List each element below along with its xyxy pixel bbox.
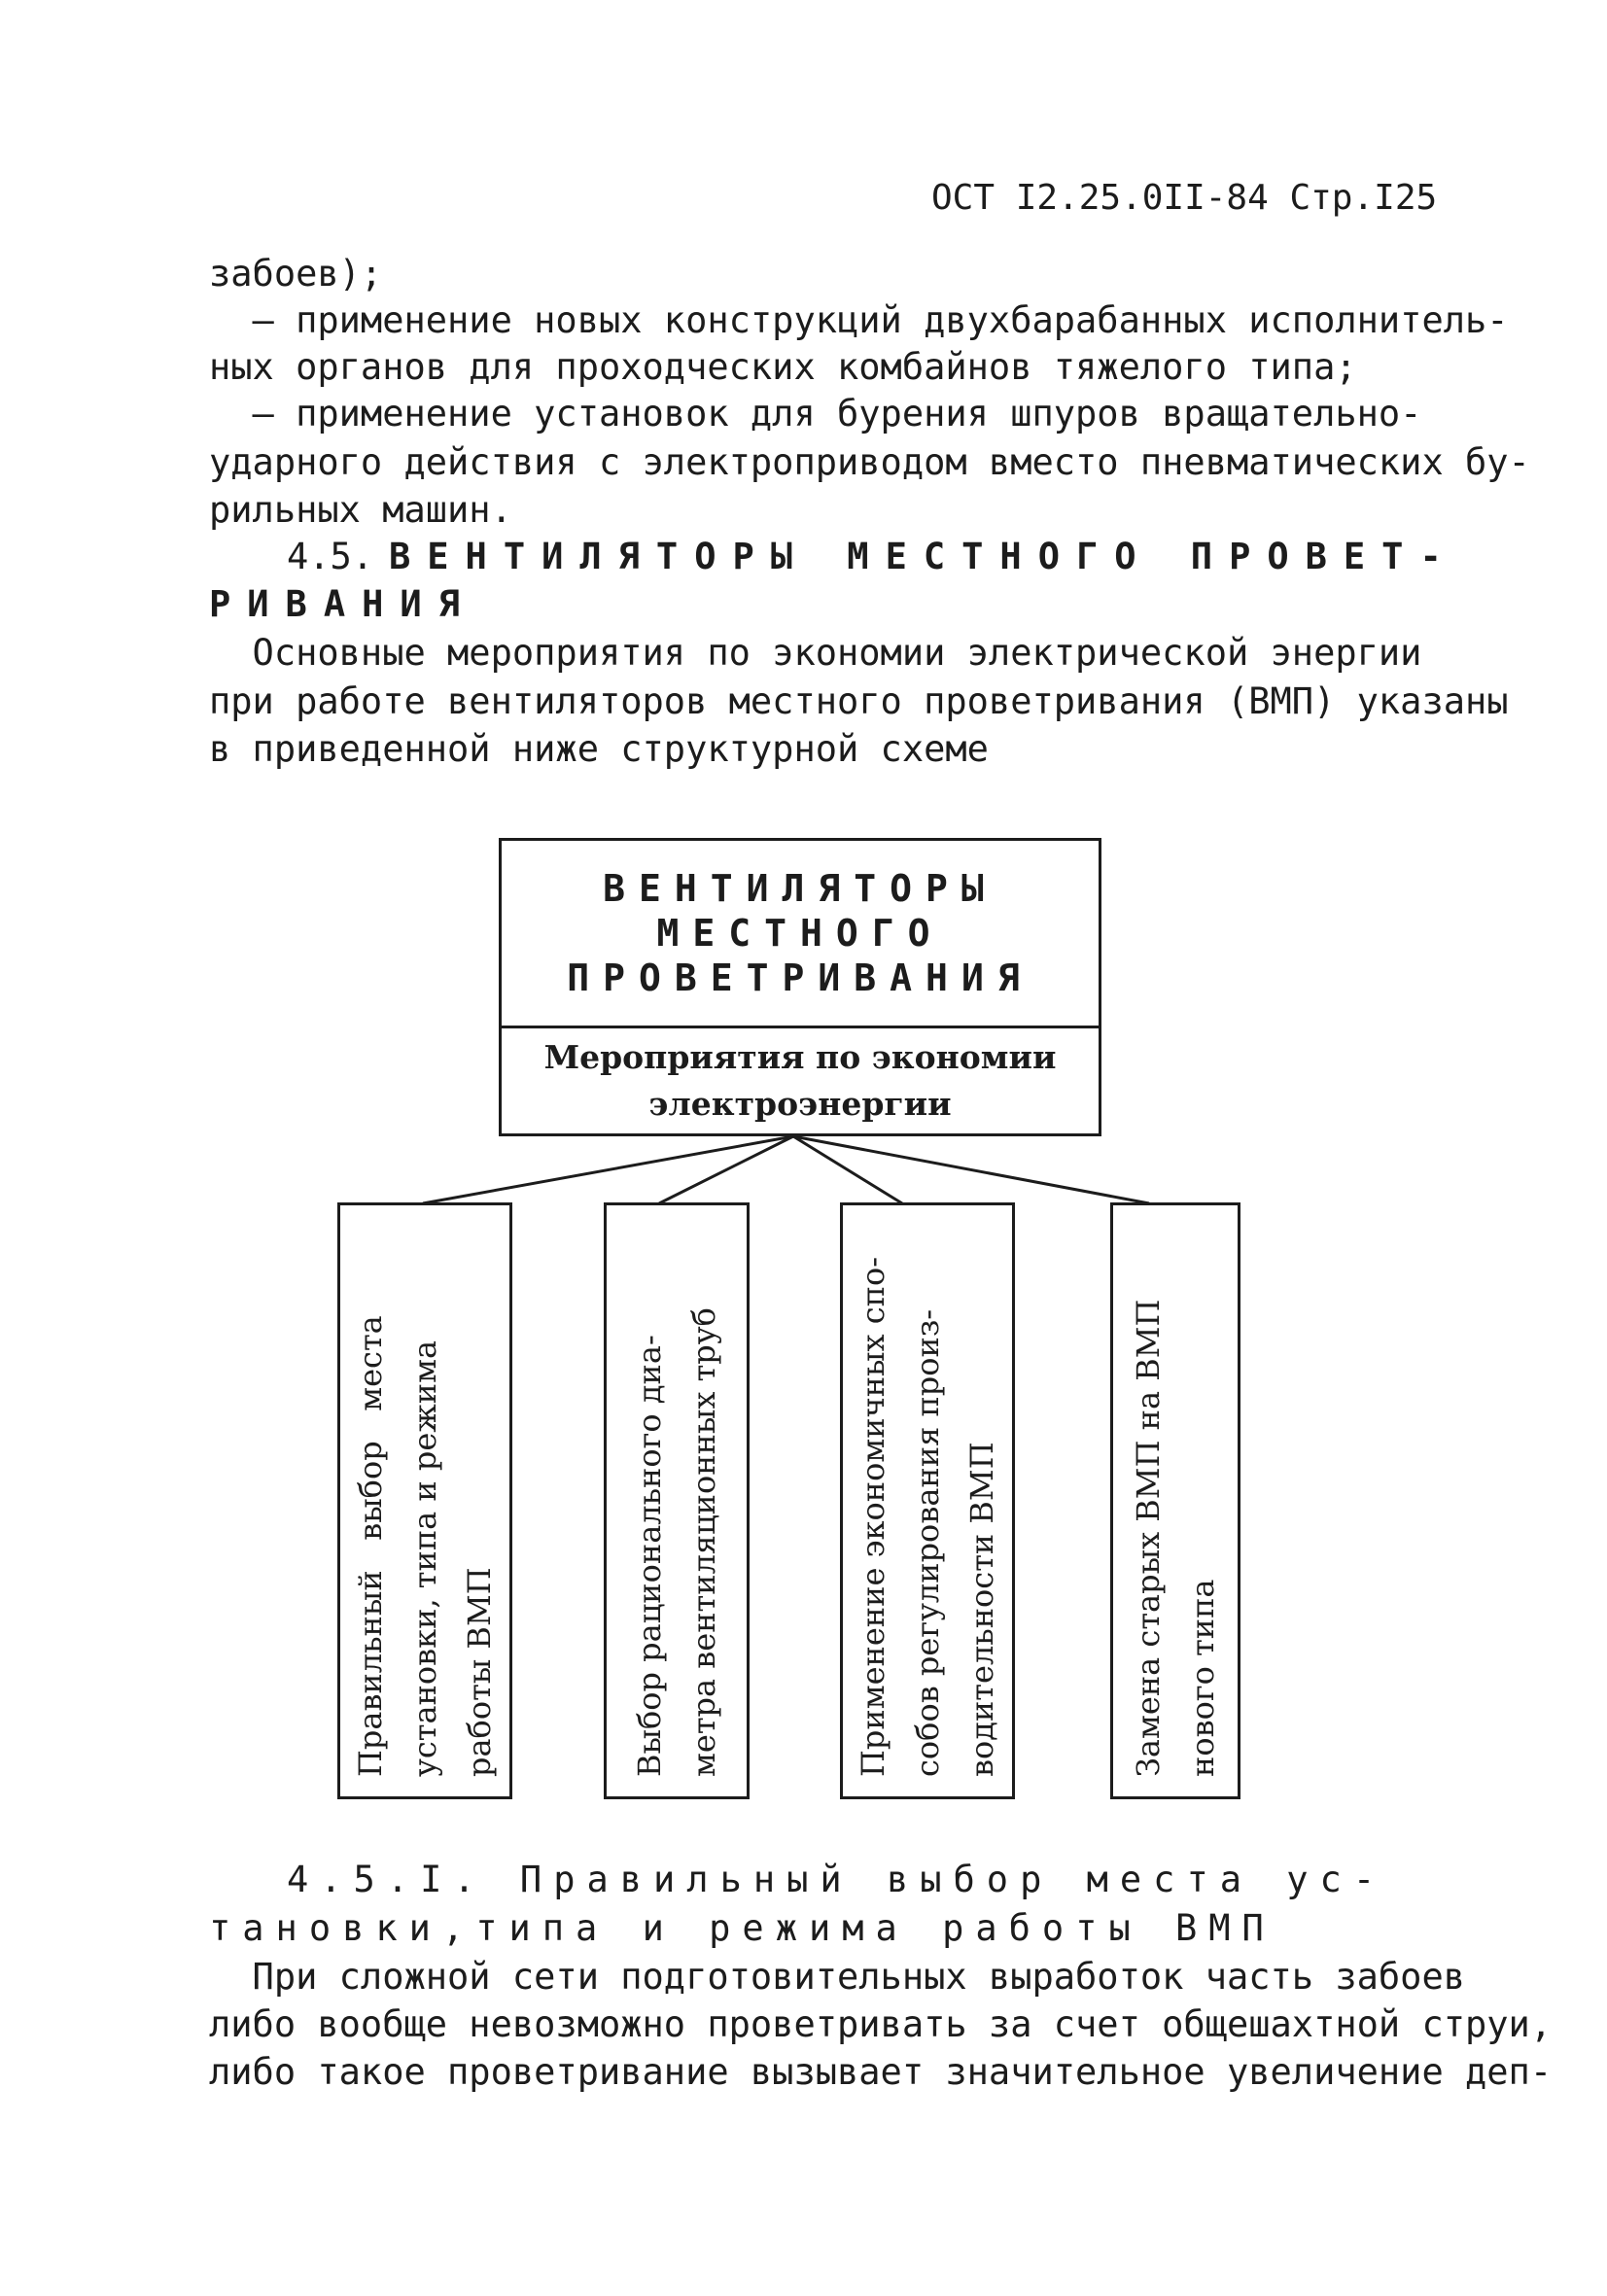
branch-text-line: собов регулирования произ-	[909, 1308, 946, 1777]
branch-text-line: нового типа	[1184, 1579, 1221, 1777]
branch-text-line: метра вентиляционных труб	[685, 1307, 722, 1777]
branch-text-line: Применение экономичных спо-	[855, 1256, 891, 1777]
diagram-subtitle-line: Мероприятия по экономии	[543, 1038, 1057, 1076]
page-header: ОСТ I2.25.0II-84 Стр.I25	[931, 178, 1438, 218]
diagram-branch-box	[1110, 1202, 1240, 1799]
text-line: при работе вентиляторов местного проветривания (ВМП) указаны	[209, 680, 1509, 722]
connector-line	[423, 1136, 793, 1203]
text-line: ударного действия с электроприводом вместо пневматических бу-	[209, 441, 1530, 483]
text-line: либо вообще невозможно проветривать за счет общешахтной струи,	[209, 2003, 1553, 2045]
branch-text-line: Выбор рационального диа-	[631, 1335, 668, 1777]
diagram-title-line: МЕСТНОГО	[656, 912, 944, 955]
subsection-title: 4.5.I. Правильный выбор места ус-	[287, 1859, 1387, 1900]
text-line: либо такое проветривание вызывает значительное увеличение деп-	[209, 2051, 1553, 2093]
diagram-main-box	[499, 838, 1101, 1136]
section-number: 4.5.	[287, 536, 374, 577]
diagram-title-line: ВЕНТИЛЯТОРЫ	[603, 867, 997, 910]
diagram-branch-box	[604, 1202, 750, 1799]
connector-line	[659, 1136, 793, 1203]
text-line: забоев);	[209, 253, 383, 295]
text-line: рильных машин.	[209, 489, 512, 531]
text-line: При сложной сети подготовительных выработок часть забоев	[209, 1956, 1466, 1998]
branch-text-line: водительности ВМП	[963, 1442, 1000, 1777]
branch-text-line: установки, типа и режима	[406, 1339, 443, 1777]
diagram-subtitle-line: электроэнергии	[648, 1085, 952, 1123]
section-title: ВЕНТИЛЯТОРЫ МЕСТНОГО ПРОВЕТ-	[389, 536, 1458, 577]
branch-text-line: Правильный выбор места	[352, 1315, 389, 1777]
text-line: в приведенной ниже структурной схеме	[209, 728, 989, 770]
text-line: – применение установок для бурения шпуров вращательно-	[209, 393, 1422, 435]
text-line: Основные мероприятия по экономии электрической энергии	[209, 632, 1422, 674]
subsection-title: тановки,типа и режима работы ВМП	[209, 1907, 1275, 1949]
branch-text-line: работы ВМП	[461, 1567, 498, 1777]
diagram-branch-box	[337, 1202, 512, 1799]
text-line: ных органов для проходческих комбайнов тяжелого типа;	[209, 346, 1357, 388]
diagram-title-line: ПРОВЕТРИВАНИЯ	[567, 957, 1033, 999]
text-line: – применение новых конструкций двухбарабанных исполнитель-	[209, 299, 1509, 341]
diagram-main-title	[502, 841, 1099, 1028]
section-title: РИВАНИЯ	[209, 583, 476, 625]
diagram-branch-box	[840, 1202, 1015, 1799]
diagram-main-subtitle	[502, 1028, 1099, 1133]
branch-text-line: Замена старых ВМП на ВМП	[1130, 1299, 1167, 1777]
